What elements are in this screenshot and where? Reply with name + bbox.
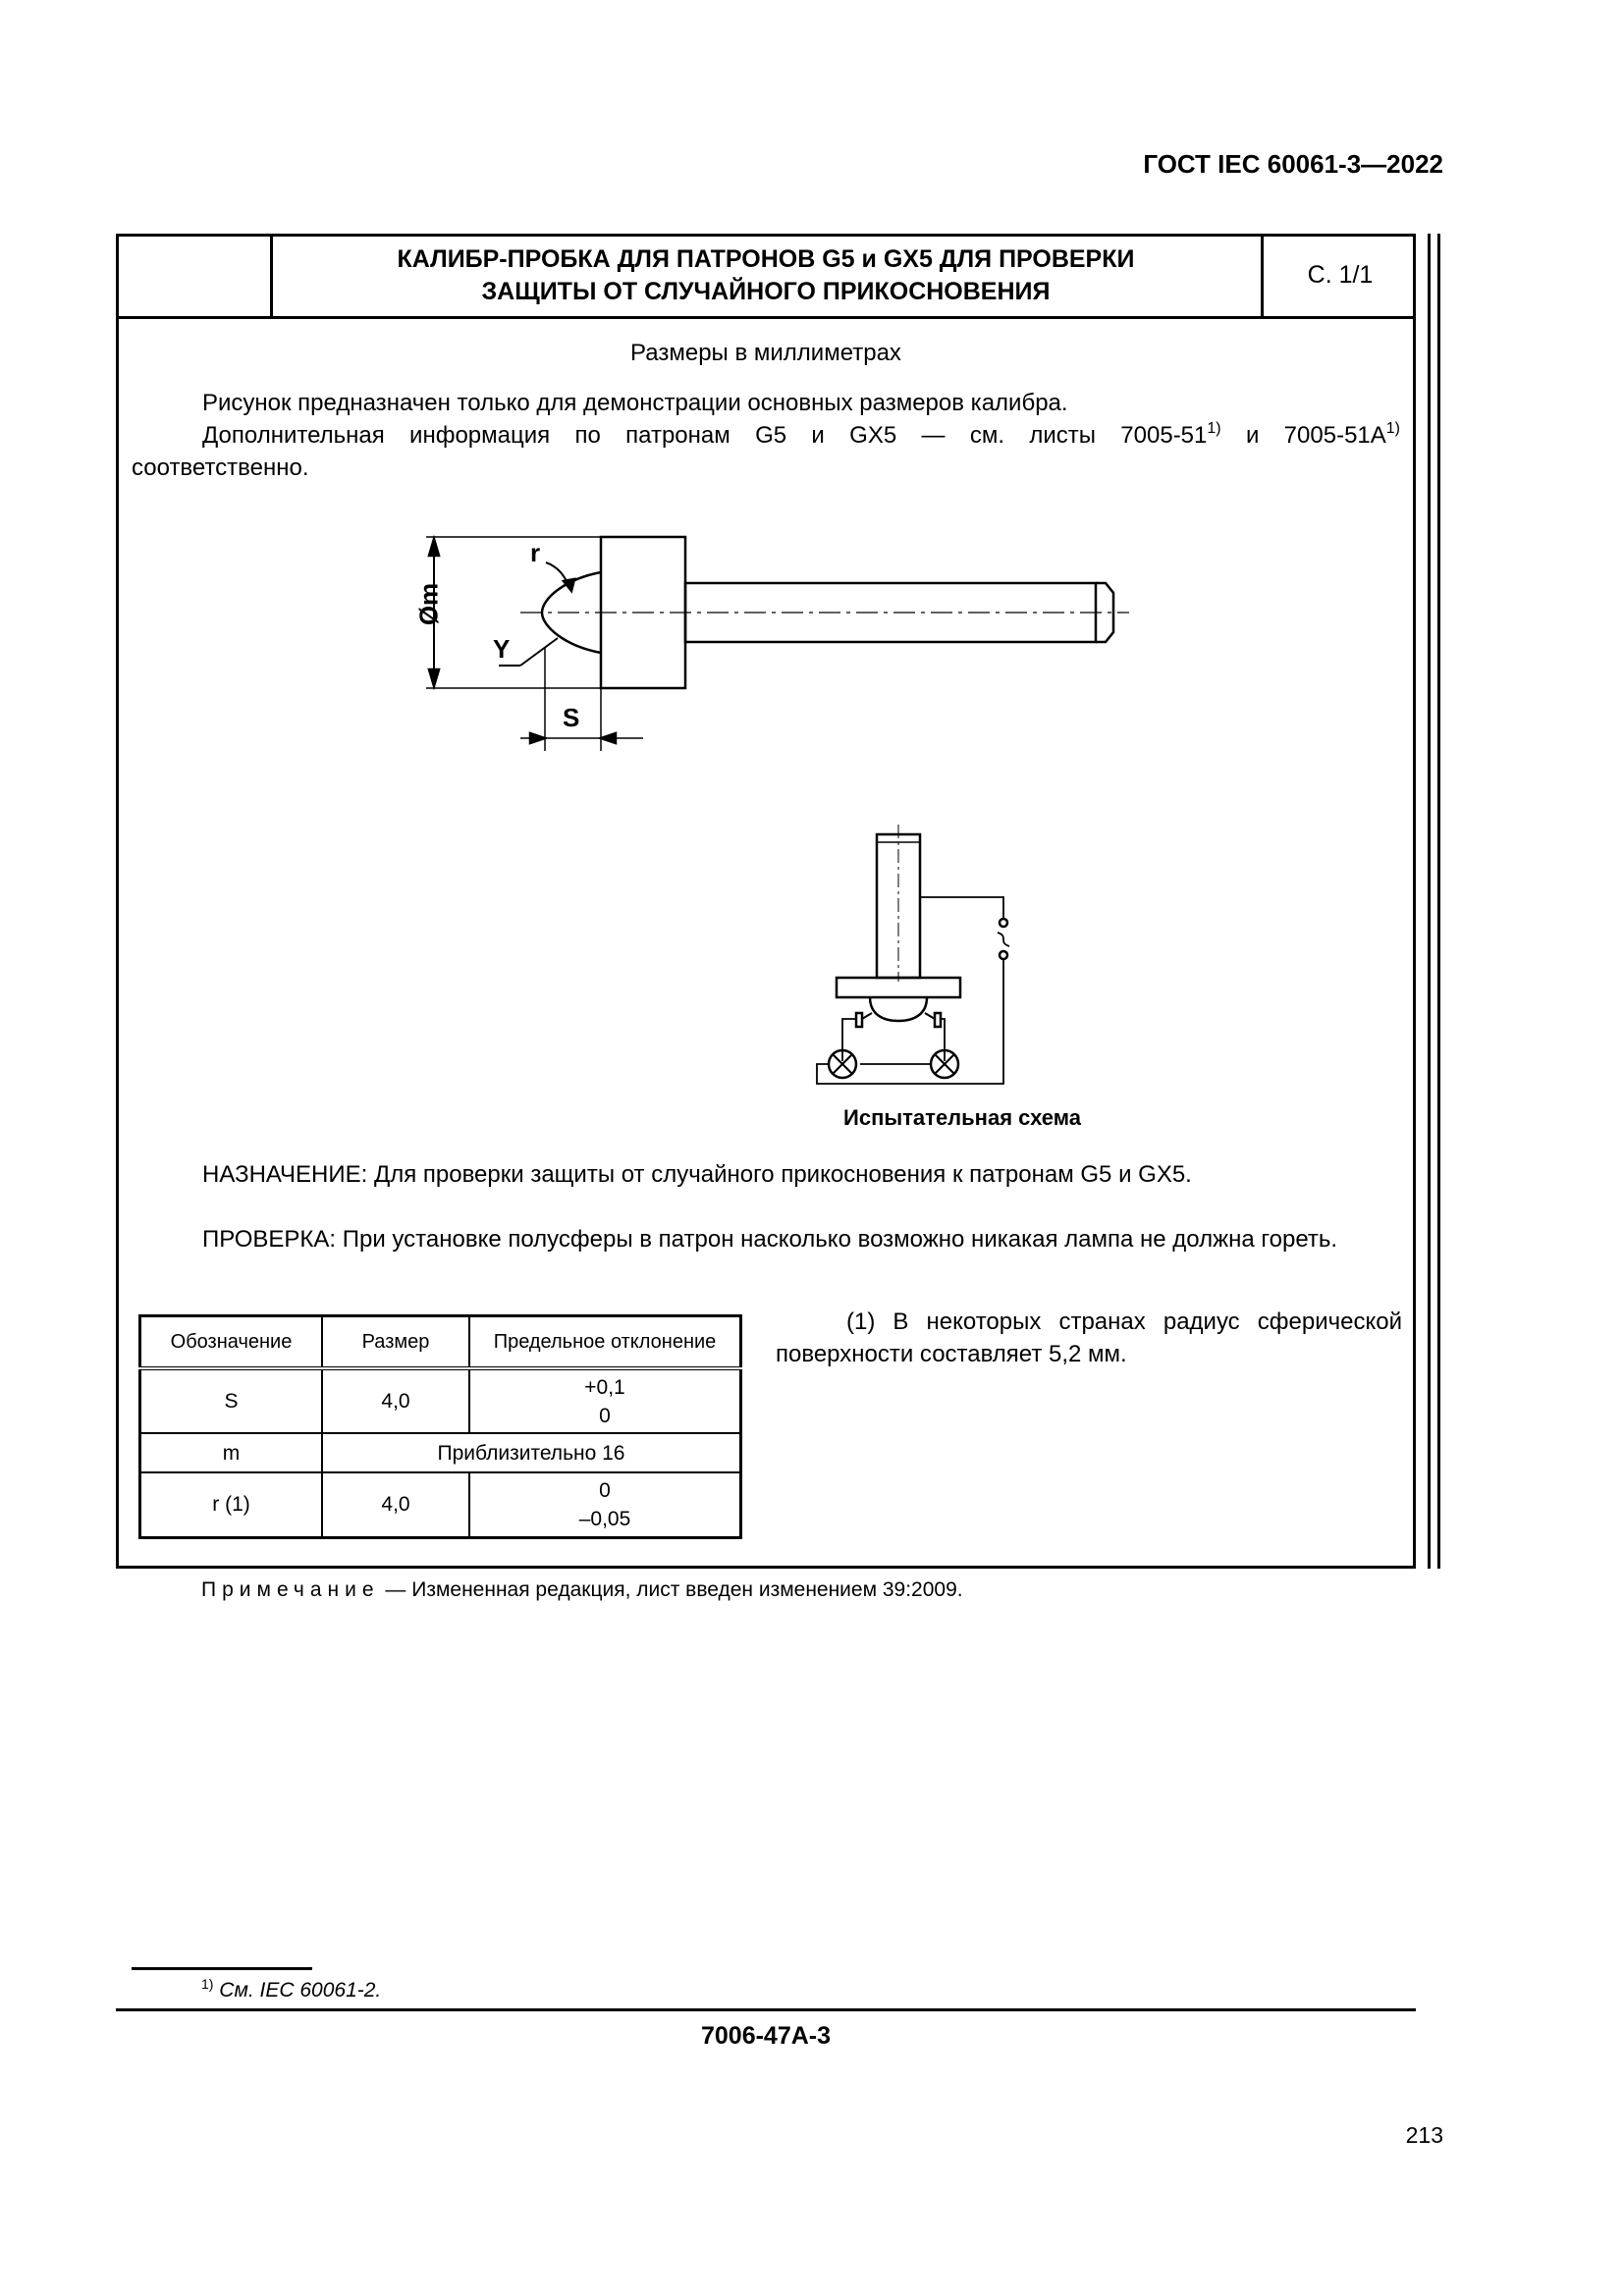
table-row: [140, 1433, 741, 1472]
table-cell-tolerance: [469, 1472, 741, 1537]
y-label: Y: [493, 634, 511, 664]
footnote-separator: [132, 1967, 312, 1970]
sheet-number: 7006-47A-3: [700, 2022, 832, 2050]
amendment-note: [201, 1578, 1380, 1602]
test-circuit-caption: Испытательная схема: [843, 1105, 1081, 1130]
table-header-size: Размер: [322, 1316, 469, 1369]
page-reference: С. 1/1: [1307, 261, 1374, 289]
intro-line3: соответственно.: [132, 454, 309, 481]
table-cell-size: 4,0: [322, 1472, 469, 1537]
footnote-text: См. IEC 60061-2.: [213, 1979, 382, 2002]
tolerance-upper: 0: [599, 1478, 611, 1502]
radius-label: r: [530, 538, 541, 567]
footnote: [201, 1976, 987, 2002]
tolerance-lower: –0,05: [578, 1507, 631, 1530]
table-row: [140, 1472, 741, 1537]
table-header-row: [140, 1316, 741, 1369]
table-cell-designation: S: [140, 1368, 323, 1433]
amendment-text: — Измененная редакция, лист введен изменением 39:2009.: [379, 1578, 963, 1601]
table-cell-designation: r (1): [140, 1472, 323, 1537]
note-1-paragraph: (1) В некоторых странах радиус сферической поверхности составляет 5,2 мм.: [776, 1308, 1402, 1367]
sheet-title-line2: ЗАЩИТЫ ОТ СЛУЧАЙНОГО ПРИКОСНОВЕНИЯ: [481, 278, 1051, 305]
intro-line2-b: и 7005-51A: [1220, 422, 1386, 449]
s-label: S: [563, 703, 580, 732]
bottom-separator: [116, 2008, 1416, 2011]
footnote-ref-1: 1): [1207, 420, 1221, 437]
intro-line2-a: Дополнительная информация по патронам G5 и GX5 — см. листы 7005-51: [202, 422, 1208, 449]
table-cell-designation: m: [140, 1433, 323, 1472]
footnote-mark: 1): [201, 1976, 214, 1992]
intro-line1: Рисунок предназначен только для демонстрации основных размеров калибра.: [202, 390, 1068, 416]
table-cell-tolerance: [469, 1368, 741, 1433]
tolerance-upper: +0,1: [584, 1375, 625, 1399]
page-number: 213: [1405, 2122, 1443, 2148]
amendment-label: Примечание: [201, 1578, 380, 1601]
check-paragraph: ПРОВЕРКА: При установке полусферы в патрон насколько возможно никакая лампа не должна гореть.: [202, 1226, 1338, 1253]
table-cell-size: 4,0: [322, 1368, 469, 1433]
table-header-tolerance: Предельное отклонение: [469, 1316, 741, 1369]
purpose-paragraph: НАЗНАЧЕНИЕ: Для проверки защиты от случайного прикосновения к патронам G5 и GX5.: [202, 1161, 1192, 1188]
units-note: Размеры в миллиметрах: [630, 340, 901, 366]
sheet-title-line1: КАЛИБР-ПРОБКА ДЛЯ ПАТРОНОВ G5 и GX5 ДЛЯ ПРОВЕРКИ: [397, 245, 1135, 273]
standard-designation: ГОСТ IEC 60061-3—2022: [1143, 149, 1443, 179]
footnote-ref-2: 1): [1385, 420, 1401, 437]
diameter-label: Øm: [413, 582, 444, 626]
table-cell-size-merged: Приблизительно 16: [322, 1433, 741, 1472]
table-header-designation: Обозначение: [140, 1316, 323, 1369]
dimensions-table: [138, 1314, 742, 1539]
table-row: [140, 1368, 741, 1433]
tolerance-lower: 0: [599, 1404, 611, 1427]
